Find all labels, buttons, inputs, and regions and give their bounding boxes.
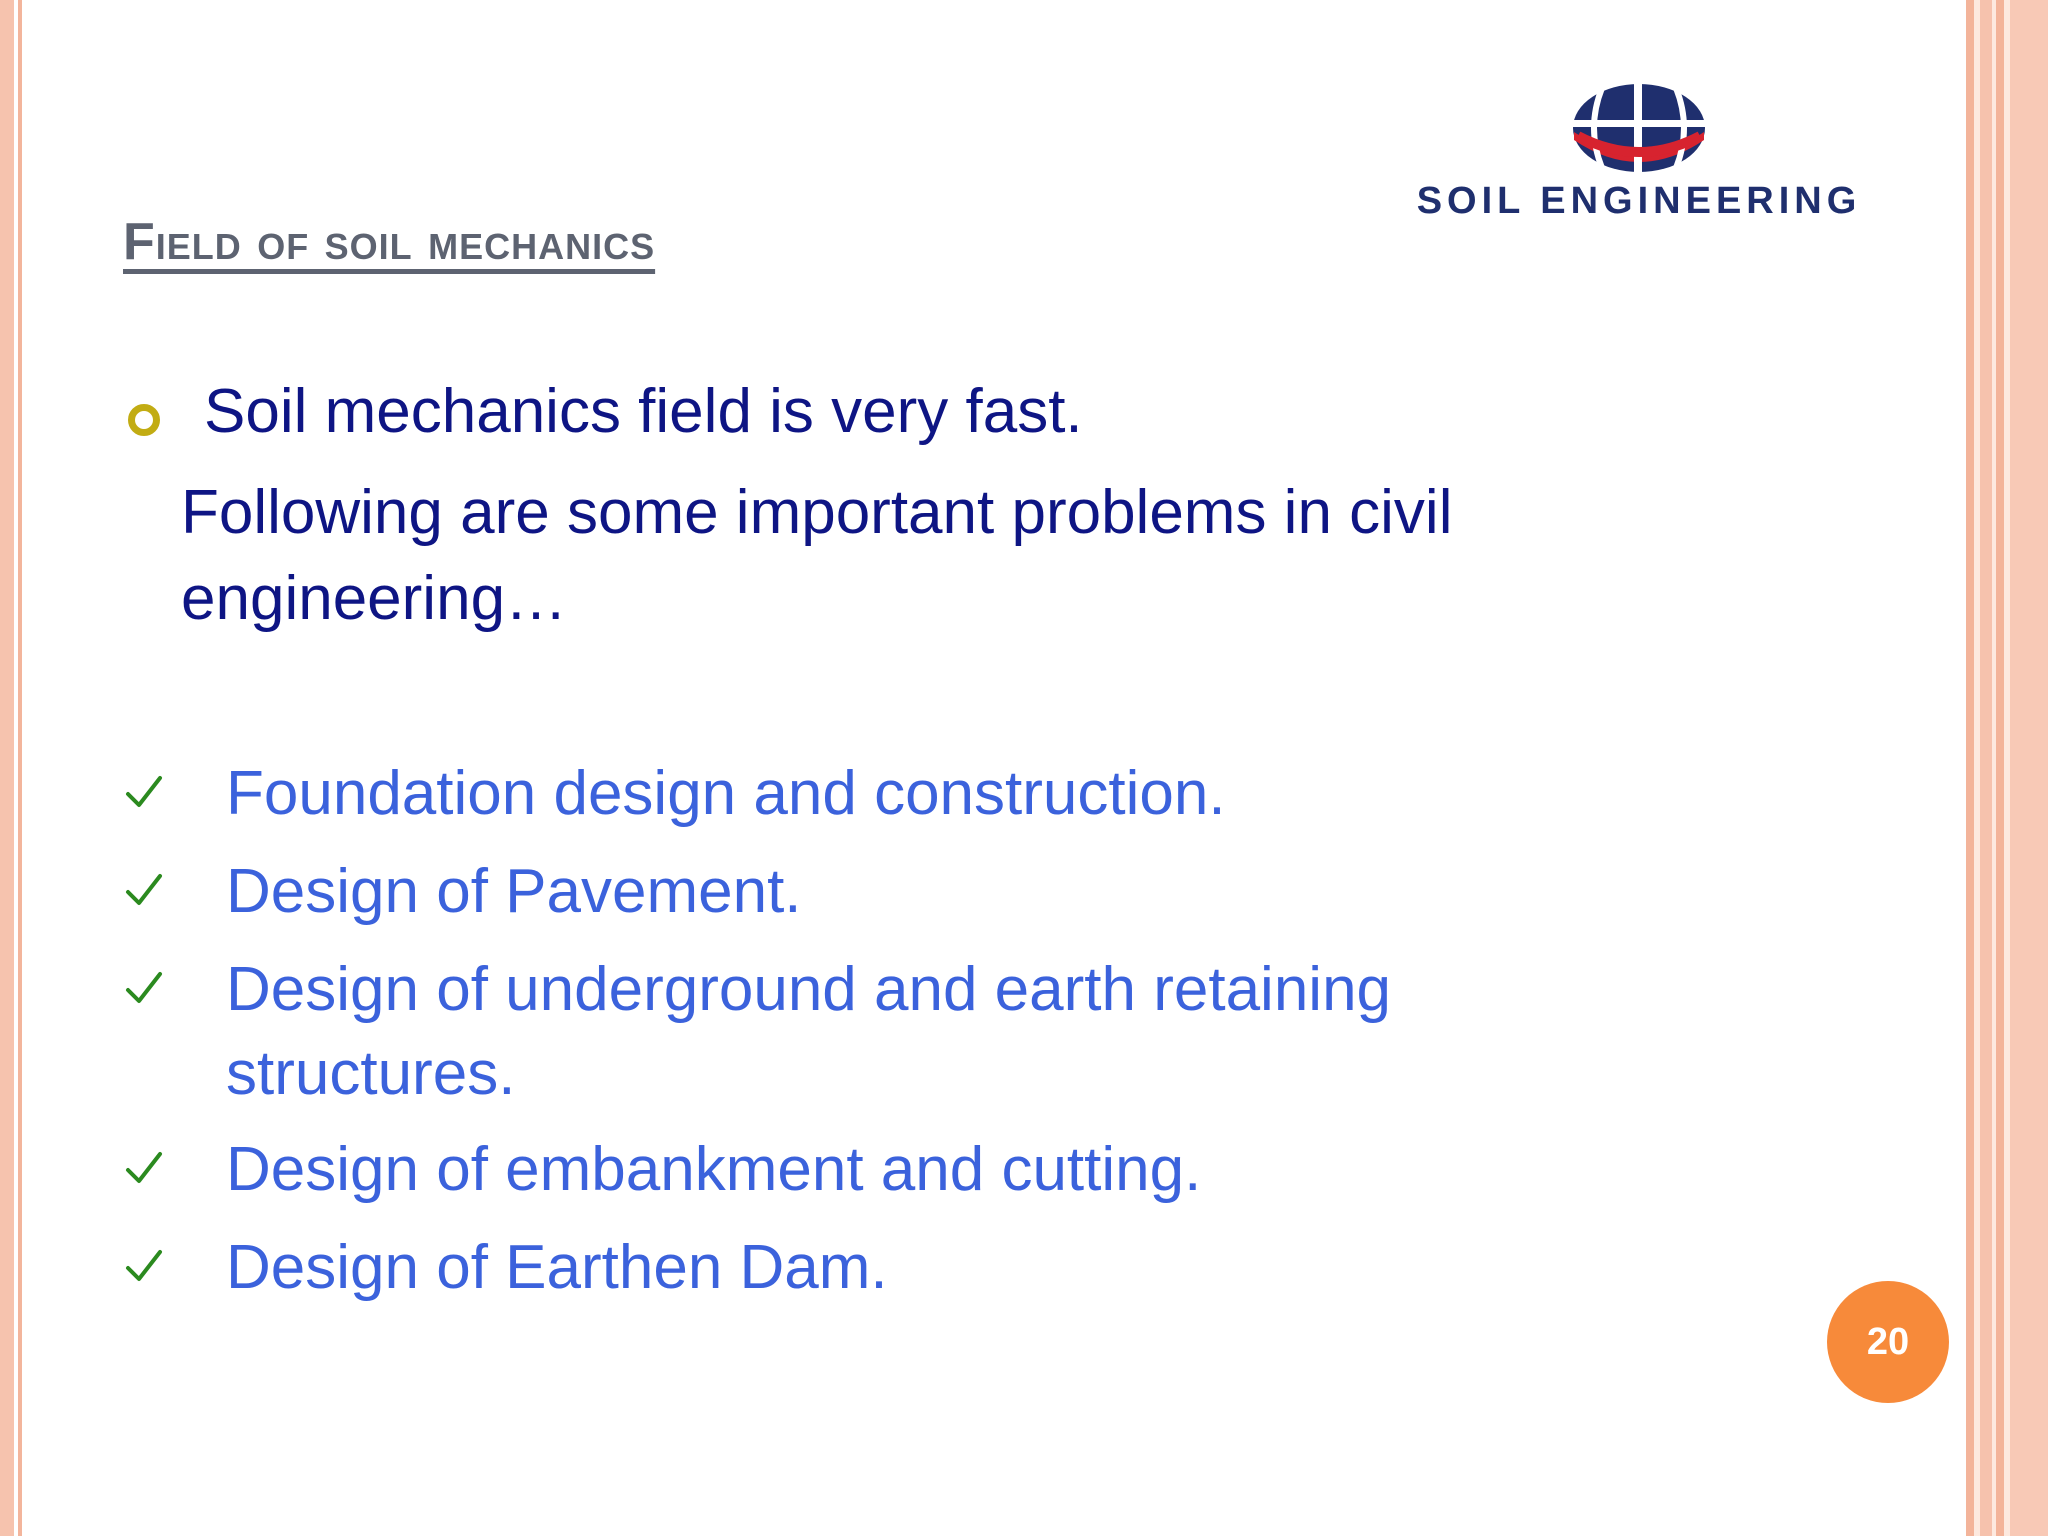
- list-item: [124, 752, 1226, 836]
- checkmark-icon: [124, 1148, 164, 1188]
- list-item-text: Design of Pavement.: [226, 857, 802, 926]
- list-item-text: Design of Earthen Dam.: [226, 1233, 888, 1302]
- list-item: [124, 1226, 888, 1310]
- checkmark-icon: [124, 968, 164, 1008]
- list-item-text: Design of embankment and cutting.: [226, 1135, 1202, 1204]
- list-item: [124, 1128, 1201, 1212]
- globe-logo-icon: [1572, 80, 1706, 176]
- slide-title: Field of soil mechanics: [123, 213, 656, 271]
- intro-text: Soil mechanics field is very fast.: [204, 377, 1083, 446]
- soil-engineering-logo: [1354, 74, 1924, 224]
- subtext-paragraph: Following are some important problems in civil engineering…: [181, 478, 1453, 633]
- checkmark-icon: [124, 772, 164, 812]
- list-item: [124, 850, 802, 934]
- list-item-text: Foundation design and construction.: [226, 759, 1226, 828]
- checkmark-icon: [124, 1246, 164, 1286]
- logo-wordmark: SOIL ENGINEERING: [1416, 180, 1862, 222]
- ring-bullet-icon: [128, 404, 160, 436]
- list-item: [124, 948, 1544, 1116]
- list-item-text: Design of underground and earth retaining structures.: [226, 955, 1392, 1108]
- page-number-badge: 20: [1827, 1281, 1949, 1403]
- left-frame-border: [0, 0, 24, 1536]
- right-frame-border: [1966, 0, 2048, 1536]
- checkmark-icon: [124, 870, 164, 910]
